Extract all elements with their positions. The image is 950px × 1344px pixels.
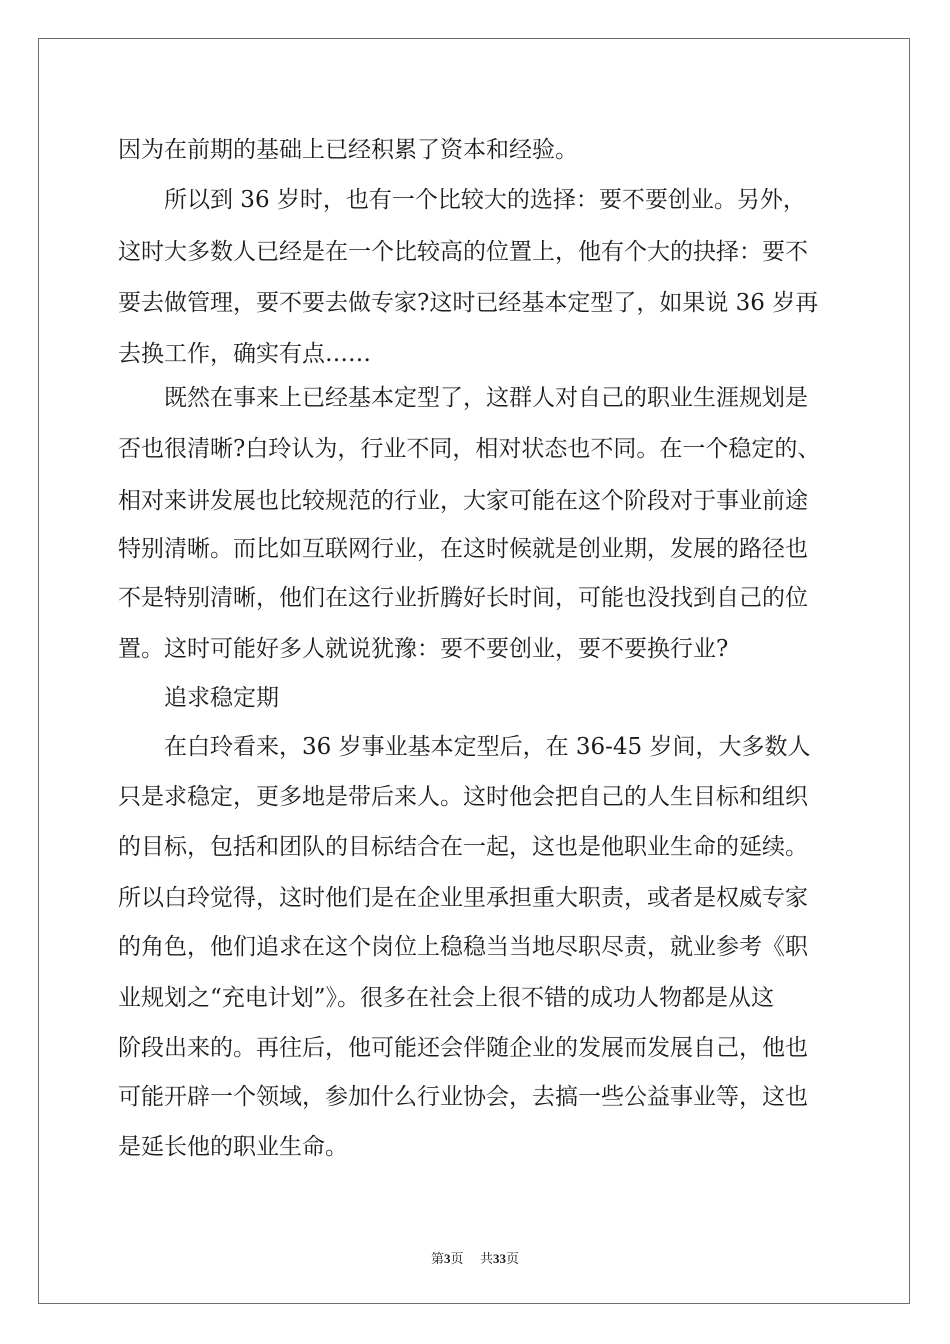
footer-total-suffix: 页 bbox=[506, 1252, 520, 1267]
footer-total-prefix: 共 bbox=[480, 1252, 494, 1267]
page-border bbox=[38, 38, 910, 1304]
footer-page-suffix: 页 bbox=[450, 1252, 464, 1267]
text-line: 既然在事来上已经基本定型了，这群人对自己的职业生涯规划是 bbox=[118, 385, 808, 411]
footer-page-prefix: 第 bbox=[430, 1252, 444, 1267]
text-line: 去换工作，确实有点…… bbox=[118, 341, 371, 367]
page-footer bbox=[0, 1248, 950, 1267]
text-line: 在白玲看来，36 岁事业基本定型后，在 36-45 岁间，大多数人 bbox=[118, 734, 811, 760]
text-line: 特别清晰。而比如互联网行业，在这时候就是创业期，发展的路径也 bbox=[118, 536, 808, 562]
footer-total-pages: 33 bbox=[493, 1251, 507, 1266]
text-line: 所以白玲觉得，这时他们是在企业里承担重大职责，或者是权威专家 bbox=[118, 885, 808, 911]
text-line: 只是求稳定，更多地是带后来人。这时他会把自己的人生目标和组织 bbox=[118, 784, 808, 810]
footer-page-number: 3 bbox=[443, 1251, 451, 1266]
text-line: 不是特别清晰，他们在这行业折腾好长时间，可能也没找到自己的位 bbox=[118, 585, 808, 611]
text-line: 的角色，他们追求在这个岗位上稳稳当当地尽职尽责，就业参考《职 bbox=[118, 934, 808, 960]
text-line: 是延长他的职业生命。 bbox=[118, 1134, 348, 1160]
text-line: 要去做管理，要不要去做专家?这时已经基本定型了，如果说 36 岁再 bbox=[118, 290, 819, 316]
text-line: 相对来讲发展也比较规范的行业，大家可能在这个阶段对于事业前途 bbox=[118, 488, 808, 514]
section-heading: 追求稳定期 bbox=[118, 685, 279, 711]
text-line: 所以到 36 岁时，也有一个比较大的选择：要不要创业。另外， bbox=[118, 187, 806, 213]
text-line: 否也很清晰?白玲认为，行业不同，相对状态也不同。在一个稳定的、 bbox=[118, 436, 821, 462]
text-line: 阶段出来的。再往后，他可能还会伴随企业的发展而发展自己，他也 bbox=[118, 1035, 808, 1061]
text-line: 业规划之“充电计划”》。很多在社会上很不错的成功人物都是从这 bbox=[118, 985, 775, 1011]
text-line: 可能开辟一个领域，参加什么行业协会，去搞一些公益事业等，这也 bbox=[118, 1084, 808, 1110]
text-line: 因为在前期的基础上已经积累了资本和经验。 bbox=[118, 137, 578, 163]
text-line: 置。这时可能好多人就说犹豫：要不要创业，要不要换行业? bbox=[118, 636, 729, 662]
text-line: 的目标，包括和团队的目标结合在一起，这也是他职业生命的延续。 bbox=[118, 834, 808, 860]
text-line: 这时大多数人已经是在一个比较高的位置上，他有个大的抉择：要不 bbox=[118, 239, 808, 265]
